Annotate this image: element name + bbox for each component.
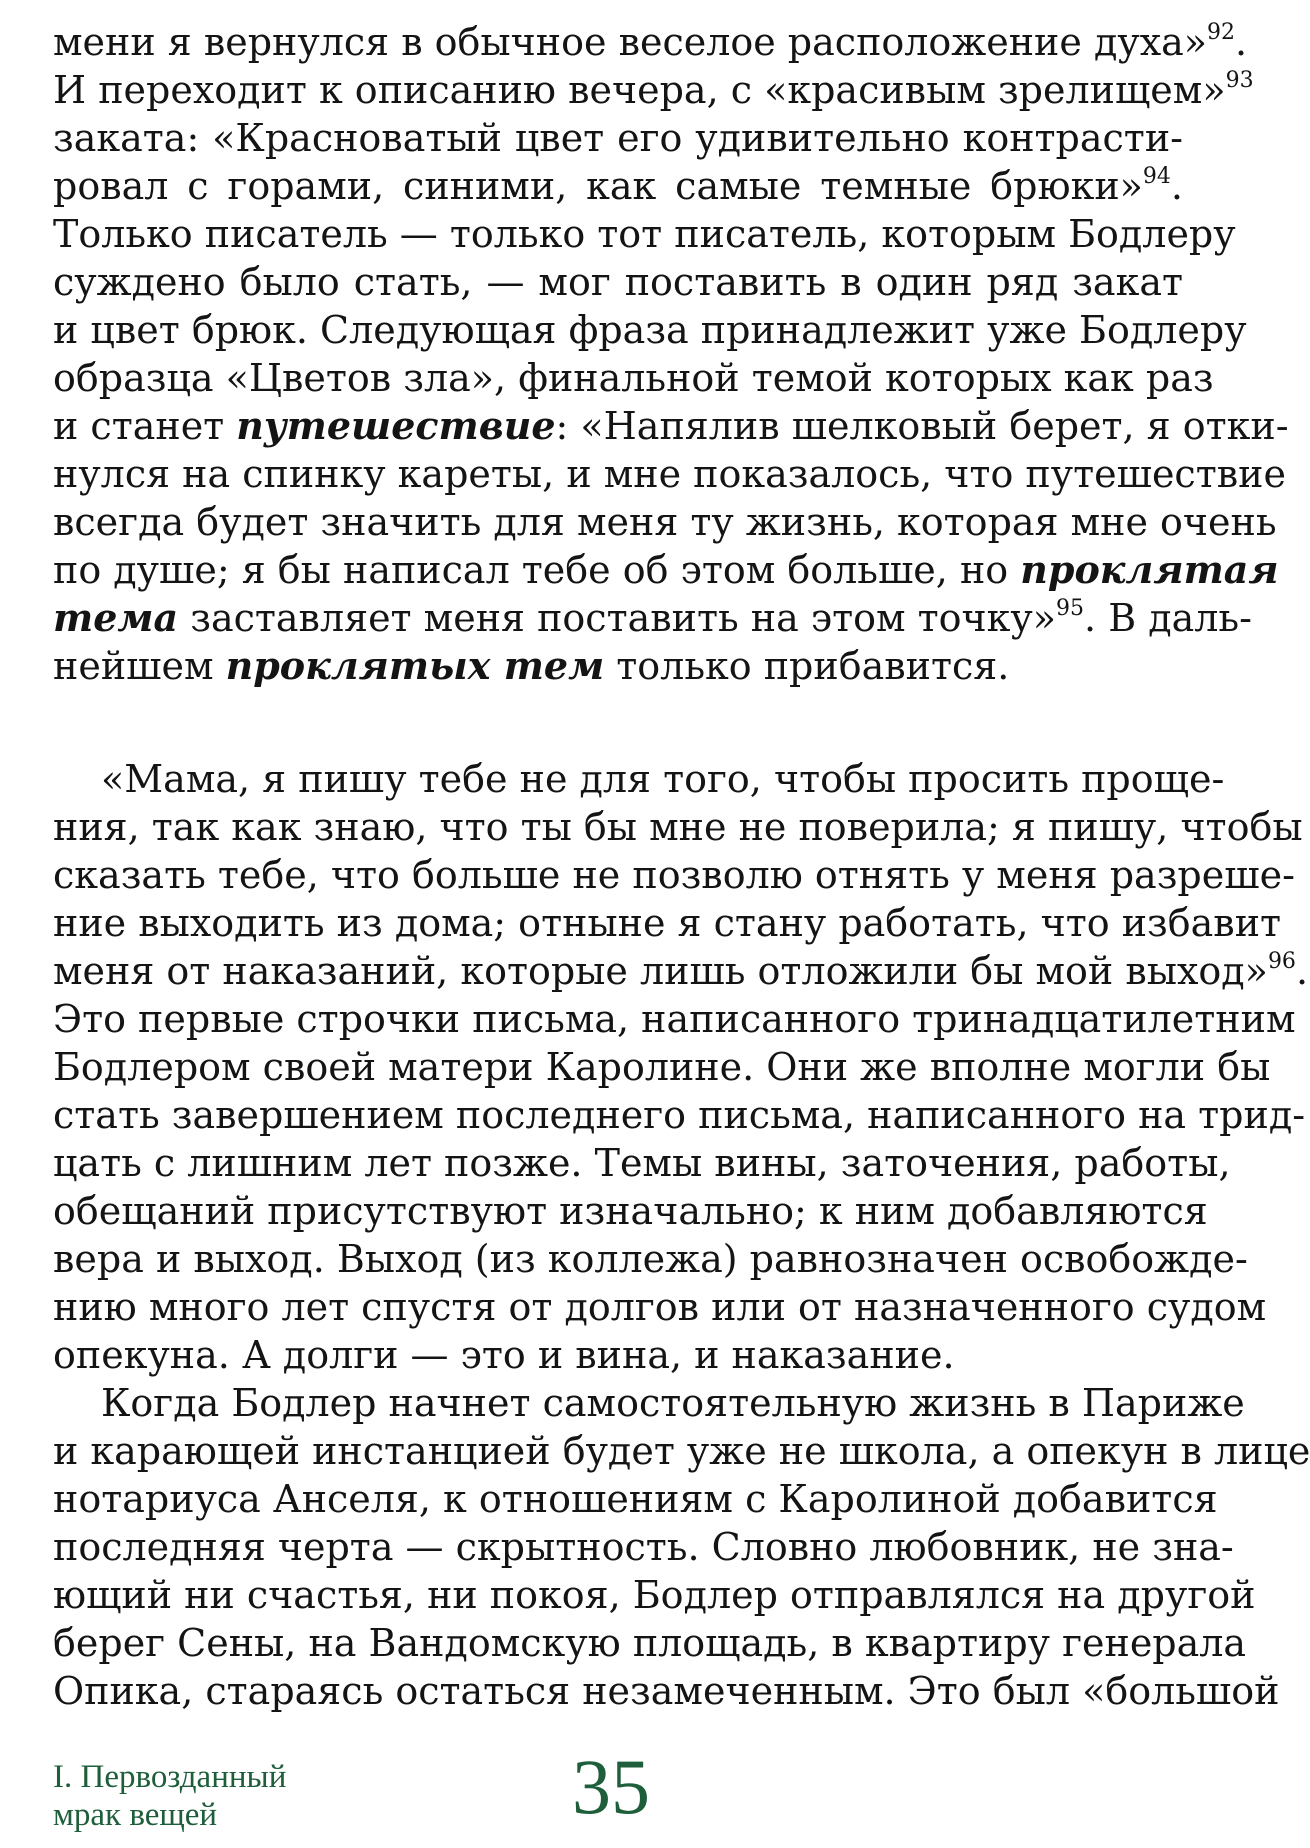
- line-text: образца «Цветов зла», финальной темой которых как раз: [53, 356, 1214, 400]
- line-text: Когда Бодлер начнет самостоятельную жизнь в Париже: [101, 1381, 1245, 1425]
- text-line: [53, 995, 1296, 1043]
- line-text: заката: «Красноватый цвет его удивительно контрасти-: [53, 116, 1183, 160]
- line-text: меня от наказаний, которые лишь отложили бы мой выход»: [53, 949, 1268, 993]
- footnote-marker: 95: [1056, 596, 1085, 621]
- text-line: [53, 1523, 1234, 1571]
- line-text: .: [1170, 164, 1183, 208]
- line-text: и станет: [53, 404, 237, 448]
- line-text: опекуна. А долги — это и вина, и наказание.: [53, 1333, 955, 1377]
- footnote-marker: 94: [1142, 164, 1171, 189]
- line-text: цать с лишним лет позже. Темы вины, заточения, работы,: [53, 1141, 1231, 1185]
- line-text: Только писатель — только тот писатель, которым Бодлеру: [53, 212, 1236, 256]
- emphasis-text: проклятая: [1020, 547, 1279, 592]
- line-text: всегда будет значить для меня ту жизнь, которая мне очень: [53, 500, 1277, 544]
- running-footer-section: [53, 1758, 286, 1834]
- line-text: обещаний присутствуют изначально; к ним добавляются: [53, 1189, 1208, 1233]
- emphasis-text: проклятых тем: [225, 643, 605, 688]
- line-text: : «Напялив шелковый берет, я отки-: [555, 404, 1289, 448]
- text-line: [53, 450, 1286, 498]
- text-line: [53, 1667, 1280, 1715]
- line-text: берег Сены, на Вандомскую площадь, в квартиру генерала: [53, 1621, 1247, 1665]
- line-text: .: [1295, 949, 1309, 993]
- text-line: [53, 803, 1303, 851]
- text-line: [53, 66, 1254, 114]
- text-line: [53, 1283, 1267, 1331]
- text-line: [53, 162, 1183, 210]
- text-line: [53, 1091, 1306, 1139]
- line-text: Опика, стараясь остаться незамеченным. Это был «большой: [53, 1669, 1280, 1713]
- text-line: [53, 114, 1183, 162]
- line-text: сказать тебе, что больше не позволю отнять у меня разреше-: [53, 853, 1295, 897]
- text-line: [53, 899, 1282, 947]
- line-text: И переходит к описанию вечера, с «красивым зрелищем»: [53, 68, 1226, 112]
- line-text: вера и выход. Выход (из коллежа) равнозначен освобожде-: [53, 1237, 1248, 1281]
- line-text: и цвет брюк. Следующая фраза принадлежит уже Бодлеру: [53, 308, 1247, 352]
- line-text: и карающей инстанцией будет уже не школа, а опекун в лице: [53, 1429, 1310, 1473]
- line-text: ния, так как знаю, что ты бы мне не поверила; я пишу, чтобы: [53, 805, 1303, 849]
- text-line: [53, 755, 1225, 803]
- footnote-marker: 92: [1207, 20, 1236, 45]
- line-text: последняя черта — скрытность. Словно любовник, не зна-: [53, 1525, 1234, 1569]
- page-number: 35: [572, 1743, 650, 1830]
- text-line: [53, 498, 1277, 546]
- line-text: ющий ни счастья, ни покоя, Бодлер отправлялся на другой: [53, 1573, 1256, 1617]
- text-line: [53, 546, 1279, 594]
- text-line: [53, 402, 1289, 450]
- footnote-marker: 96: [1267, 949, 1296, 974]
- line-text: нейшем: [53, 644, 226, 688]
- text-line: [53, 1187, 1208, 1235]
- line-text: ние выходить из дома; отныне я стану работать, что избавит: [53, 901, 1282, 945]
- text-line: [53, 354, 1214, 402]
- text-line: [53, 18, 1248, 66]
- text-line: [53, 1235, 1248, 1283]
- footnote-marker: 93: [1225, 68, 1254, 93]
- line-text: стать завершением последнего письма, написанного на трид-: [53, 1093, 1306, 1137]
- text-line: [53, 1331, 1183, 1379]
- text-line: [53, 1043, 1271, 1091]
- text-line: [53, 306, 1247, 354]
- line-text: ровал с горами, синими, как самые темные брюки»: [53, 164, 1143, 208]
- section-title-line-1: I. Первозданный: [53, 1759, 287, 1795]
- line-text: . В даль-: [1084, 596, 1252, 640]
- paragraph-letter: [53, 755, 1310, 1715]
- emphasis-text: путешествие: [236, 403, 556, 448]
- text-line: [53, 1427, 1310, 1475]
- line-text: суждено было стать, — мог поставить в один ряд закат: [53, 260, 1183, 304]
- text-line: [53, 1379, 1245, 1427]
- line-text: Бодлером своей матери Каролине. Они же вполне могли бы: [53, 1045, 1271, 1089]
- text-line: [53, 210, 1236, 258]
- text-line: [53, 947, 1309, 995]
- line-text: заставляет меня поставить на этом точку»: [178, 596, 1057, 640]
- emphasis-text: тема: [53, 595, 179, 640]
- text-line: [53, 594, 1252, 642]
- text-line: [53, 851, 1295, 899]
- text-line: [53, 1475, 1218, 1523]
- text-line: [53, 1619, 1247, 1667]
- line-text: мени я вернулся в обычное веселое расположение духа»: [53, 20, 1208, 64]
- line-text: по душе; я бы написал тебе об этом больше, но: [53, 548, 1021, 592]
- line-text: только прибавится.: [604, 644, 1010, 688]
- line-text: нулся на спинку кареты, и мне показалось, что путешествие: [53, 452, 1286, 496]
- line-text: «Мама, я пишу тебе не для того, чтобы просить проще-: [101, 757, 1225, 801]
- paragraph-continuation: [53, 18, 1289, 690]
- text-line: [53, 258, 1183, 306]
- text-line: [53, 1571, 1256, 1619]
- line-text: .: [1235, 20, 1248, 64]
- section-title-line-2: мрак вещей: [53, 1797, 218, 1833]
- line-text: Это первые строчки письма, написанного тринадцатилетним: [53, 997, 1296, 1041]
- line-text: нотариуса Анселя, к отношениям с Каролиной добавится: [53, 1477, 1218, 1521]
- line-text: нию много лет спустя от долгов или от назначенного судом: [53, 1285, 1267, 1329]
- text-line: [53, 1139, 1231, 1187]
- text-line: [53, 642, 1183, 690]
